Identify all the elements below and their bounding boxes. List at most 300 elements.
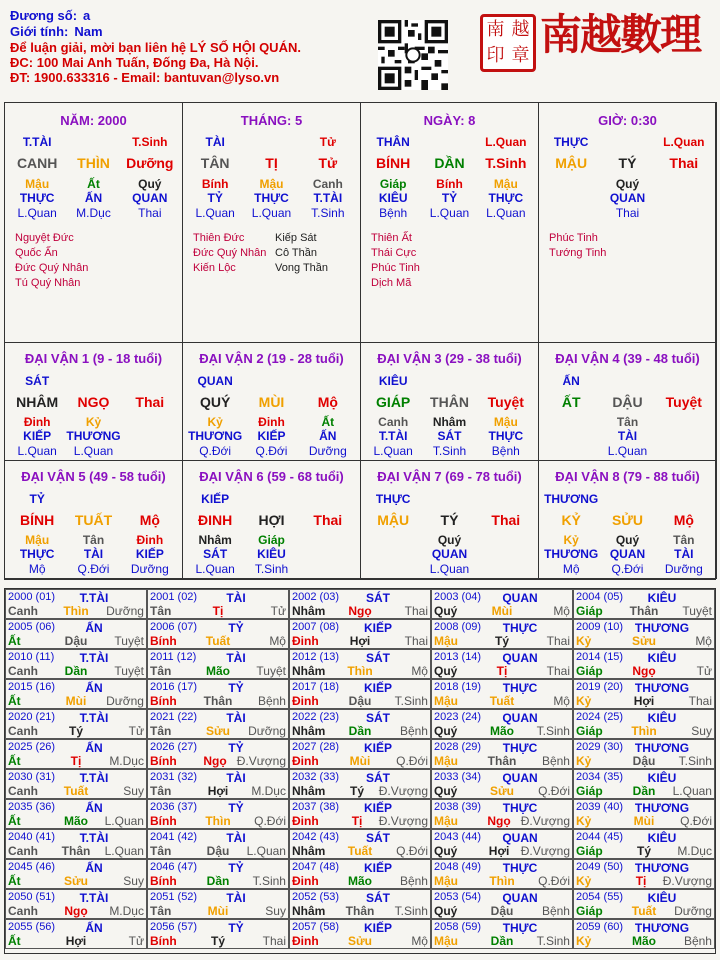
- luck-main-cell: NHÂM: [16, 394, 59, 410]
- year-cell[interactable]: [573, 739, 715, 769]
- year-god: ẤN: [85, 621, 103, 635]
- year-branches: [434, 874, 570, 888]
- luck-hidden: [9, 533, 178, 547]
- luck-cell: [538, 342, 717, 461]
- luck-main-cell: KỶ: [561, 512, 581, 528]
- year-cell[interactable]: [147, 859, 289, 889]
- year-cell[interactable]: [5, 859, 147, 889]
- luck-hidden: [365, 533, 534, 547]
- year-branches: [8, 634, 144, 648]
- spacer: [65, 492, 121, 506]
- year-cell[interactable]: [147, 769, 289, 799]
- year-cell[interactable]: [573, 709, 715, 739]
- luck-stages-cell: Q.Đới: [611, 562, 644, 576]
- year-label: 2044 (45): [576, 831, 624, 843]
- year-branches: [292, 784, 428, 798]
- year-label: 2059 (60): [576, 921, 624, 933]
- year-branch: Ngọ: [632, 664, 656, 678]
- year-label: 2033 (34): [434, 771, 482, 783]
- year-stage: M.Dục: [677, 844, 712, 858]
- luck-god: QUAN: [197, 374, 233, 388]
- pillar-hidden-cell: [656, 177, 712, 191]
- year-stage: M.Dục: [251, 784, 286, 798]
- luck-gods-cell: SÁT: [437, 429, 462, 443]
- pillar-main-cell: T.Sinh: [485, 155, 527, 171]
- year-god: TÀI: [226, 711, 246, 725]
- luck-title: ĐẠI VẬN 1 (9 - 18 tuổi): [24, 351, 163, 366]
- year-stage: Dưỡng: [674, 904, 712, 918]
- year-branches: [8, 664, 144, 678]
- year-god: SÁT: [366, 771, 390, 785]
- luck-stages-cell: Dưỡng: [308, 444, 347, 458]
- year-cell[interactable]: [431, 799, 573, 829]
- year-god: SÁT: [366, 711, 390, 725]
- luck-stages-cell: Bệnh: [491, 444, 520, 458]
- year-stem: Quý: [434, 724, 458, 738]
- year-stage: Q.Đới: [396, 844, 428, 858]
- year-cell[interactable]: [573, 649, 715, 679]
- year-cell[interactable]: [431, 649, 573, 679]
- pillar-stages-cell: [656, 206, 712, 220]
- year-cell[interactable]: [5, 769, 147, 799]
- year-cell[interactable]: [289, 829, 431, 859]
- year-cell[interactable]: [147, 619, 289, 649]
- luck-god: THƯƠNG: [544, 492, 599, 506]
- year-stem: Kỷ: [576, 814, 592, 828]
- star-item: Thiên Đức: [193, 232, 245, 244]
- pillar-stages: [187, 206, 356, 220]
- year-stage: T.Sinh: [394, 904, 428, 918]
- year-label: 2040 (41): [8, 831, 56, 843]
- year-god: KIÊU: [647, 651, 677, 665]
- year-branch: Tị: [496, 664, 508, 678]
- year-cell[interactable]: [431, 889, 573, 919]
- pillar-main-cell: TỊ: [265, 155, 278, 171]
- luck-gods: [187, 429, 356, 443]
- year-label: 2048 (49): [434, 861, 482, 873]
- year-god: ẤN: [85, 741, 103, 755]
- year-stem: Quý: [434, 664, 458, 678]
- year-cell[interactable]: [431, 619, 573, 649]
- year-god: ẤN: [85, 861, 103, 875]
- year-stage: Dưỡng: [106, 604, 144, 618]
- year-stage: Tuyệt: [114, 634, 144, 648]
- year-cell[interactable]: [289, 709, 431, 739]
- year-god: TỶ: [228, 621, 244, 635]
- pillar-top-cell: L.Quan: [663, 135, 705, 149]
- year-branches: [8, 784, 144, 798]
- luck-hidden-cell: [478, 533, 534, 547]
- luck-main-cell: QUÝ: [199, 394, 231, 410]
- luck-main: [187, 512, 356, 528]
- phone-email-line: ĐT: 1900.633316 - Email: bantuvan@lyso.vn: [10, 70, 280, 85]
- year-stem: Nhâm: [292, 604, 326, 618]
- year-stage: T.Sinh: [536, 934, 570, 948]
- luck-god-row: [543, 374, 712, 388]
- year-cell[interactable]: [431, 679, 573, 709]
- pillar-top-cell: T.TÀI: [22, 135, 52, 149]
- year-branches: [576, 874, 712, 888]
- year-stage: Mộ: [269, 634, 286, 648]
- year-branch: Mão: [63, 814, 88, 828]
- year-branch: Sửu: [489, 784, 514, 798]
- luck-main-cell: GIÁP: [376, 394, 411, 410]
- year-label: 2021 (22): [150, 711, 198, 723]
- pillar-main-cell: MẬU: [555, 155, 588, 171]
- year-branches: [292, 904, 428, 918]
- year-branches: [576, 724, 712, 738]
- year-cell[interactable]: [289, 769, 431, 799]
- year-god: THƯƠNG: [634, 801, 690, 815]
- year-stem: Giáp: [576, 664, 603, 678]
- year-god: SÁT: [366, 591, 390, 605]
- star-item: Tướng Tinh: [549, 247, 607, 259]
- luck-hidden-cell: Quý: [437, 533, 462, 547]
- year-stem: Bính: [150, 694, 177, 708]
- year-stage: Thai: [546, 634, 570, 648]
- year-label: 2056 (57): [150, 921, 198, 933]
- year-stage: T.Sinh: [536, 724, 570, 738]
- year-god: KIẾP: [363, 861, 392, 875]
- luck-main: [187, 394, 356, 410]
- year-cell[interactable]: [147, 739, 289, 769]
- luck-cell: [4, 342, 183, 461]
- year-stem: Ất: [8, 874, 21, 888]
- luck-title: ĐẠI VẬN 3 (29 - 38 tuổi): [377, 351, 522, 366]
- qr-code-icon[interactable]: [378, 20, 448, 90]
- year-stem: Mậu: [434, 634, 458, 648]
- luck-main-cell: SỬU: [611, 512, 644, 528]
- luck-hidden-cell: Nhâm: [198, 533, 232, 547]
- luck-stages: [9, 444, 178, 458]
- year-cell[interactable]: [431, 829, 573, 859]
- year-cell[interactable]: [147, 829, 289, 859]
- year-cell[interactable]: [5, 919, 147, 949]
- year-label: 2054 (55): [576, 891, 624, 903]
- year-cell[interactable]: [5, 799, 147, 829]
- year-cell[interactable]: [289, 649, 431, 679]
- year-cell[interactable]: [147, 649, 289, 679]
- year-god: TỶ: [228, 921, 244, 935]
- year-god: KIẾP: [363, 741, 392, 755]
- pillar-hidden-cell: Bính: [201, 177, 229, 191]
- year-stem: Bính: [150, 634, 177, 648]
- year-cell[interactable]: [147, 589, 289, 619]
- year-branches: [8, 844, 144, 858]
- year-cell[interactable]: [5, 589, 147, 619]
- year-cell[interactable]: [573, 619, 715, 649]
- luck-stages-cell: L.Quan: [607, 444, 648, 458]
- pillar-stages-cell: T.Sinh: [311, 206, 345, 220]
- year-cell[interactable]: [573, 889, 715, 919]
- year-label: 2049 (50): [576, 861, 624, 873]
- spacer: [243, 374, 299, 388]
- star-item: Tú Quý Nhân: [15, 277, 81, 289]
- year-cell[interactable]: [5, 649, 147, 679]
- year-cell[interactable]: [289, 739, 431, 769]
- year-cell[interactable]: [573, 769, 715, 799]
- yearly-grid: [4, 588, 716, 954]
- year-cell[interactable]: [289, 919, 431, 949]
- year-cell[interactable]: [289, 679, 431, 709]
- year-stem: Ất: [8, 754, 21, 768]
- luck-stages-cell: L.Quan: [195, 562, 235, 576]
- year-stem: Nhâm: [292, 664, 326, 678]
- luck-stages-cell: [122, 444, 178, 458]
- luck-stages-cell: Dưỡng: [130, 562, 169, 576]
- luck-hidden-cell: Kỷ: [85, 415, 102, 429]
- year-stem: Đinh: [292, 934, 319, 948]
- pillar-top: [187, 135, 356, 149]
- year-cell[interactable]: [431, 589, 573, 619]
- luck-gods-cell: [543, 429, 599, 443]
- luck-stages-cell: Mộ: [562, 562, 580, 576]
- year-branches: [576, 694, 712, 708]
- pillar-top-cell: Tử: [319, 135, 336, 149]
- pillar-main-cell: DẦN: [434, 155, 465, 171]
- year-cell[interactable]: [573, 829, 715, 859]
- year-branch: Sửu: [63, 874, 88, 888]
- year-cell[interactable]: [431, 859, 573, 889]
- year-stem: Tân: [150, 904, 172, 918]
- pillar-main-cell: Tử: [318, 155, 338, 171]
- year-branch: Tuất: [631, 904, 657, 918]
- luck-gods: [365, 429, 534, 443]
- year-stage: M.Dục: [109, 904, 144, 918]
- year-label: 2046 (47): [150, 861, 198, 873]
- year-stage: Q.Đới: [538, 874, 570, 888]
- pillar-stages-cell: L.Quan: [429, 206, 470, 220]
- year-cell[interactable]: [289, 889, 431, 919]
- year-cell[interactable]: [289, 799, 431, 829]
- year-branch: Sửu: [205, 724, 230, 738]
- luck-main: [365, 394, 534, 410]
- year-branch: Dậu: [490, 904, 514, 918]
- year-cell[interactable]: [289, 859, 431, 889]
- luck-gods: [9, 547, 178, 561]
- year-cell[interactable]: [573, 589, 715, 619]
- year-god: THƯƠNG: [634, 861, 690, 875]
- seal-char: 章: [511, 45, 530, 66]
- luck-cell: [360, 342, 539, 461]
- star-item: Đức Quý Nhân: [15, 262, 89, 274]
- pillar-gods-cell: [656, 191, 712, 205]
- year-cell[interactable]: [573, 679, 715, 709]
- year-cell[interactable]: [147, 799, 289, 829]
- year-cell[interactable]: [147, 679, 289, 709]
- year-branches: [292, 754, 428, 768]
- pillar-main: [365, 155, 534, 171]
- year-cell[interactable]: [147, 889, 289, 919]
- year-cell[interactable]: [573, 859, 715, 889]
- luck-god-row: [9, 492, 178, 506]
- year-branch: Dần: [348, 724, 372, 738]
- luck-cell: [360, 460, 539, 579]
- year-stage: Bệnh: [541, 754, 570, 768]
- luck-hidden-cell: Mậu: [25, 533, 50, 547]
- year-stage: Tử: [128, 934, 144, 948]
- year-branch: Mão: [205, 664, 230, 678]
- year-branch: Tuất: [205, 634, 231, 648]
- spacer: [478, 492, 534, 506]
- year-stem: Quý: [434, 904, 458, 918]
- year-cell[interactable]: [289, 619, 431, 649]
- spacer: [599, 374, 655, 388]
- year-branches: [8, 724, 144, 738]
- year-cell[interactable]: [431, 739, 573, 769]
- year-stem: Kỷ: [576, 634, 592, 648]
- year-cell[interactable]: [5, 739, 147, 769]
- year-label: 2053 (54): [434, 891, 482, 903]
- pillar-main-cell: CANH: [16, 155, 58, 171]
- year-branch: Thân: [487, 754, 517, 768]
- luck-gods-cell: QUAN: [431, 547, 468, 561]
- year-branches: [292, 724, 428, 738]
- year-stem: Đinh: [292, 874, 319, 888]
- pillar-cell: [182, 102, 361, 343]
- year-cell[interactable]: [431, 769, 573, 799]
- pillar-gods-cell: THỰC: [19, 191, 55, 205]
- luck-gods-cell: [478, 547, 534, 561]
- year-stage: Thai: [546, 664, 570, 678]
- luck-main-cell: BÍNH: [20, 512, 55, 528]
- luck-hidden: [9, 415, 178, 429]
- year-cell[interactable]: [5, 619, 147, 649]
- luck-stages-cell: L.Quan: [373, 444, 413, 458]
- year-cell[interactable]: [431, 709, 573, 739]
- star-list: [549, 231, 634, 261]
- spacer: [656, 492, 712, 506]
- year-stage: L.Quan: [104, 844, 144, 858]
- year-god: T.TÀI: [79, 651, 109, 665]
- year-cell[interactable]: [573, 799, 715, 829]
- pillar-gods: [365, 191, 534, 205]
- year-label: 2037 (38): [292, 801, 340, 813]
- year-branch: Thân: [629, 604, 659, 618]
- year-cell[interactable]: [5, 829, 147, 859]
- year-god: T.TÀI: [79, 591, 109, 605]
- year-god: KIÊU: [647, 831, 677, 845]
- year-cell[interactable]: [147, 709, 289, 739]
- year-label: 2052 (53): [292, 891, 340, 903]
- year-label: 2036 (37): [150, 801, 198, 813]
- year-stage: Suy: [265, 904, 286, 918]
- year-cell[interactable]: [147, 919, 289, 949]
- luck-hidden-cell: [543, 415, 599, 429]
- year-label: 2023 (24): [434, 711, 482, 723]
- luck-hidden-cell: [300, 533, 356, 547]
- year-cell[interactable]: [5, 679, 147, 709]
- luck-main-cell: Thai: [313, 512, 343, 528]
- year-god: TỶ: [228, 741, 244, 755]
- year-branch: Dậu: [632, 754, 656, 768]
- pillar-hidden: [365, 177, 534, 191]
- year-stem: Canh: [8, 904, 38, 918]
- year-cell[interactable]: [5, 889, 147, 919]
- pillar-gods-cell: TỶ: [441, 191, 458, 205]
- year-label: 2041 (42): [150, 831, 198, 843]
- luck-hidden-cell: Tân: [673, 533, 695, 547]
- year-god: TỶ: [228, 681, 244, 695]
- year-god: QUAN: [502, 831, 538, 845]
- luck-gods-cell: TÀI: [83, 547, 104, 561]
- star-list: [371, 231, 456, 291]
- year-stage: L.Quan: [104, 814, 144, 828]
- year-label: 2050 (51): [8, 891, 56, 903]
- year-stem: Canh: [8, 604, 38, 618]
- luck-hidden-cell: Kỷ: [563, 533, 579, 547]
- year-stage: Tuyệt: [256, 664, 286, 678]
- year-stem: Bính: [150, 934, 177, 948]
- year-label: 2043 (44): [434, 831, 482, 843]
- year-branches: [8, 694, 144, 708]
- luck-god: ẤN: [562, 374, 580, 388]
- luck-stages: [187, 444, 356, 458]
- year-cell[interactable]: [5, 709, 147, 739]
- luck-god: THỰC: [375, 492, 411, 506]
- year-branch: Mão: [347, 874, 372, 888]
- spacer: [599, 492, 655, 506]
- year-label: 2038 (39): [434, 801, 482, 813]
- pillar-main: [543, 155, 712, 171]
- year-branch: Ngọ: [64, 904, 88, 918]
- year-label: 2022 (23): [292, 711, 340, 723]
- year-label: 2002 (03): [292, 591, 340, 603]
- luck-main-cell: Mộ: [139, 512, 160, 528]
- year-branch: Thìn: [489, 874, 515, 888]
- year-stage: Q.Đới: [538, 784, 570, 798]
- brand-logo: 南越數理: [540, 10, 701, 59]
- year-cell[interactable]: [431, 919, 573, 949]
- year-label: 2042 (43): [292, 831, 340, 843]
- year-god: SÁT: [366, 891, 390, 905]
- year-stage: Thai: [404, 634, 428, 648]
- year-stage: Bệnh: [399, 874, 428, 888]
- luck-main: [9, 394, 178, 410]
- year-label: 2031 (32): [150, 771, 198, 783]
- luck-stages-cell: [543, 444, 599, 458]
- pillar-stages-cell: Thai: [615, 206, 640, 220]
- year-branch: Thìn: [631, 724, 657, 738]
- pillar-top-cell: THỰC: [553, 135, 589, 149]
- year-stem: Giáp: [576, 604, 603, 618]
- year-god: THỰC: [502, 741, 538, 755]
- luck-main-cell: THÂN: [430, 394, 469, 410]
- luck-stages-cell: Q.Đới: [255, 444, 288, 458]
- pillar-title: GIỜ: 0:30: [598, 113, 657, 128]
- year-label: 2047 (48): [292, 861, 340, 873]
- year-stage: Mộ: [553, 604, 570, 618]
- year-branch: Mùi: [207, 904, 229, 918]
- pillar-stages-cell: Bệnh: [379, 206, 408, 220]
- year-branch: Mùi: [349, 754, 371, 768]
- year-cell[interactable]: [573, 919, 715, 949]
- luck-hidden-cell: Tân: [616, 415, 639, 429]
- luck-main-cell: Mộ: [673, 512, 694, 528]
- year-branches: [292, 934, 428, 948]
- star-item: Phúc Tinh: [371, 262, 420, 274]
- year-cell[interactable]: [289, 589, 431, 619]
- year-branches: [434, 934, 570, 948]
- pillar-stages-cell: L.Quan: [17, 206, 57, 220]
- year-god: KIÊU: [647, 891, 677, 905]
- year-branches: [8, 904, 144, 918]
- year-label: 2010 (11): [8, 651, 55, 663]
- luck-title: ĐẠI VẬN 7 (69 - 78 tuổi): [377, 469, 522, 484]
- luck-stages-cell: [656, 444, 712, 458]
- year-branch: Tý: [210, 934, 225, 948]
- luck-stages-cell: [300, 562, 356, 576]
